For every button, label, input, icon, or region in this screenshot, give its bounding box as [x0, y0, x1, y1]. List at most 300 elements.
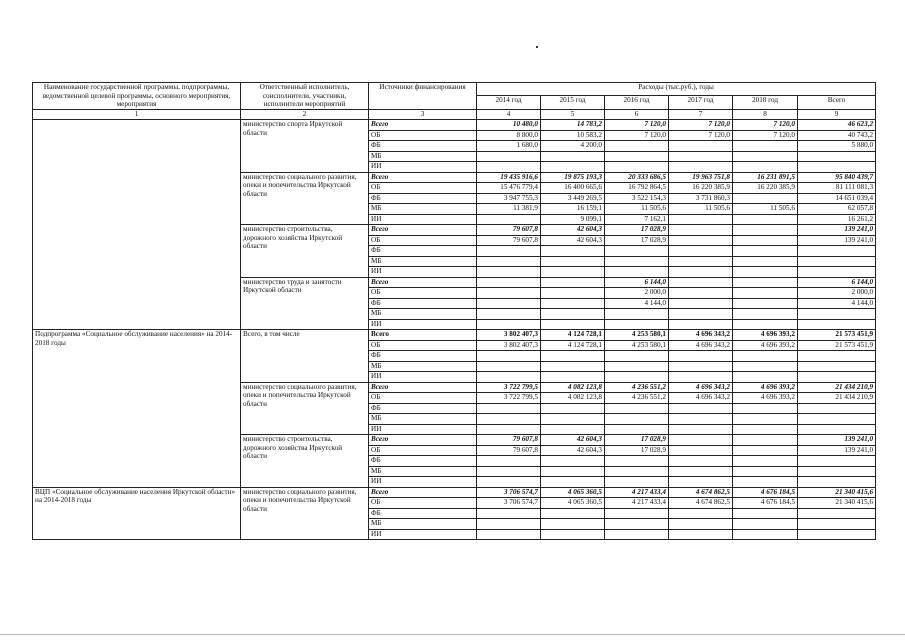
source-cell: МБ	[369, 414, 477, 425]
value-cell	[669, 403, 733, 414]
value-cell	[477, 151, 541, 162]
col-number: 7	[669, 109, 733, 120]
value-cell	[541, 508, 605, 519]
source-cell: МБ	[369, 256, 477, 267]
value-cell: 42 604,3	[541, 235, 605, 246]
value-cell	[605, 372, 669, 383]
value-cell	[733, 508, 798, 519]
value-cell	[733, 256, 798, 267]
value-cell: 16 400 665,6	[541, 183, 605, 194]
value-cell	[541, 267, 605, 278]
value-cell: 11 505,6	[605, 204, 669, 215]
table-header	[33, 83, 876, 120]
value-cell	[669, 235, 733, 246]
value-cell	[541, 309, 605, 320]
value-cell: 3 522 154,3	[605, 193, 669, 204]
responsible-cell: министерство строительства, дорожного хозяйства Иркутской области	[241, 225, 369, 278]
value-cell	[798, 456, 876, 467]
value-cell	[733, 193, 798, 204]
value-cell	[733, 267, 798, 278]
value-cell	[669, 319, 733, 330]
value-cell	[798, 508, 876, 519]
value-cell: 42 604,3	[541, 225, 605, 236]
value-cell	[733, 309, 798, 320]
value-cell: 10 480,0	[477, 120, 541, 131]
value-cell	[669, 309, 733, 320]
value-cell: 16 220 385,9	[733, 183, 798, 194]
value-cell	[669, 508, 733, 519]
source-cell: ФБ	[369, 403, 477, 414]
col-number: 5	[541, 109, 605, 120]
value-cell: 7 120,0	[669, 130, 733, 141]
value-cell: 4 696 393,2	[733, 340, 798, 351]
value-cell: 139 241,0	[798, 445, 876, 456]
value-cell: 4 082 123,8	[541, 382, 605, 393]
value-cell: 4 253 580,1	[605, 330, 669, 341]
value-cell	[669, 361, 733, 372]
value-cell: 17 028,9	[605, 235, 669, 246]
value-cell	[669, 351, 733, 362]
value-cell	[669, 519, 733, 530]
value-cell: 3 802 407,3	[477, 330, 541, 341]
source-cell: МБ	[369, 151, 477, 162]
value-cell	[605, 246, 669, 257]
value-cell	[733, 214, 798, 225]
program-cell: Подпрограмма «Социальное обслуживание населения» на 2014-2018 годы	[33, 330, 241, 488]
header-year: 2017 год	[669, 96, 733, 109]
source-cell: Всего	[369, 172, 477, 183]
table-row	[33, 120, 876, 131]
responsible-cell: министерство социального развития, опеки и попечительства Иркутской области	[241, 487, 369, 540]
source-cell: ИИ	[369, 477, 477, 488]
value-cell	[733, 445, 798, 456]
value-cell	[541, 456, 605, 467]
source-cell: МБ	[369, 466, 477, 477]
value-cell	[605, 477, 669, 488]
value-cell	[669, 162, 733, 173]
value-cell	[477, 288, 541, 299]
value-cell	[605, 424, 669, 435]
value-cell: 7 120,0	[733, 120, 798, 131]
value-cell	[669, 435, 733, 446]
value-cell	[541, 424, 605, 435]
value-cell	[798, 466, 876, 477]
source-cell: Всего	[369, 435, 477, 446]
value-cell	[541, 288, 605, 299]
value-cell: 40 743,2	[798, 130, 876, 141]
value-cell: 139 241,0	[798, 435, 876, 446]
source-cell: ОБ	[369, 235, 477, 246]
value-cell	[605, 508, 669, 519]
value-cell: 4 674 862,5	[669, 487, 733, 498]
value-cell: 16 159,1	[541, 204, 605, 215]
source-cell: ФБ	[369, 141, 477, 152]
value-cell: 4 124 728,1	[541, 330, 605, 341]
value-cell	[733, 225, 798, 236]
source-cell: ФБ	[369, 351, 477, 362]
value-cell	[541, 298, 605, 309]
value-cell	[605, 141, 669, 152]
value-cell: 21 434 210,9	[798, 382, 876, 393]
value-cell	[798, 267, 876, 278]
value-cell	[798, 162, 876, 173]
value-cell	[541, 529, 605, 540]
value-cell	[541, 319, 605, 330]
value-cell: 79 607,8	[477, 235, 541, 246]
value-cell	[477, 414, 541, 425]
source-cell: ОБ	[369, 288, 477, 299]
value-cell: 11 505,6	[669, 204, 733, 215]
value-cell	[605, 529, 669, 540]
value-cell: 4 144,0	[605, 298, 669, 309]
value-cell: 139 241,0	[798, 225, 876, 236]
value-cell	[669, 277, 733, 288]
value-cell: 4 676 184,5	[733, 487, 798, 498]
value-cell	[798, 256, 876, 267]
header-year: 2018 год	[733, 96, 798, 109]
col-number: 3	[369, 109, 477, 120]
value-cell	[477, 372, 541, 383]
value-cell	[541, 519, 605, 530]
value-cell	[798, 361, 876, 372]
value-cell	[669, 256, 733, 267]
value-cell: 6 144,0	[605, 277, 669, 288]
value-cell	[798, 319, 876, 330]
value-cell	[798, 519, 876, 530]
value-cell	[605, 361, 669, 372]
program-cell: ВЦП «Социальное обслуживание населения Иркутской области» на 2014-2018 годы	[33, 487, 241, 540]
source-cell: ФБ	[369, 246, 477, 257]
value-cell	[541, 372, 605, 383]
value-cell	[798, 403, 876, 414]
value-cell	[733, 361, 798, 372]
value-cell	[605, 466, 669, 477]
value-cell	[605, 351, 669, 362]
header-year: 2014 год	[477, 96, 541, 109]
value-cell: 4 217 433,4	[605, 487, 669, 498]
program-cell	[33, 120, 241, 330]
value-cell: 7 120,0	[733, 130, 798, 141]
value-cell	[733, 246, 798, 257]
value-cell: 4 236 551,2	[605, 393, 669, 404]
col-number: 9	[798, 109, 876, 120]
value-cell	[541, 414, 605, 425]
value-cell: 79 607,8	[477, 225, 541, 236]
value-cell: 4 676 184,5	[733, 498, 798, 509]
value-cell	[541, 361, 605, 372]
value-cell: 4 696 393,2	[733, 382, 798, 393]
value-cell	[605, 403, 669, 414]
value-cell	[605, 319, 669, 330]
value-cell: 16 792 864,5	[605, 183, 669, 194]
value-cell	[605, 519, 669, 530]
value-cell: 4 696 343,2	[669, 340, 733, 351]
budget-table	[32, 82, 876, 540]
value-cell	[669, 214, 733, 225]
value-cell: 10 583,2	[541, 130, 605, 141]
value-cell	[477, 403, 541, 414]
value-cell	[733, 414, 798, 425]
value-cell: 8 800,0	[477, 130, 541, 141]
value-cell: 16 231 891,5	[733, 172, 798, 183]
value-cell: 17 028,9	[605, 225, 669, 236]
value-cell	[733, 529, 798, 540]
value-cell	[477, 256, 541, 267]
value-cell	[605, 162, 669, 173]
source-cell: Всего	[369, 382, 477, 393]
value-cell: 17 028,9	[605, 435, 669, 446]
value-cell	[541, 277, 605, 288]
value-cell: 42 604,3	[541, 445, 605, 456]
value-cell	[605, 414, 669, 425]
value-cell	[669, 225, 733, 236]
value-cell: 3 722 799,5	[477, 382, 541, 393]
source-cell: МБ	[369, 361, 477, 372]
value-cell	[669, 298, 733, 309]
value-cell	[733, 277, 798, 288]
col-number: 4	[477, 109, 541, 120]
value-cell: 4 065 360,5	[541, 498, 605, 509]
source-cell: ОБ	[369, 393, 477, 404]
source-cell: ИИ	[369, 529, 477, 540]
source-cell: ИИ	[369, 162, 477, 173]
value-cell: 21 434 210,9	[798, 393, 876, 404]
value-cell: 2 000,0	[798, 288, 876, 299]
value-cell	[798, 477, 876, 488]
value-cell	[541, 151, 605, 162]
value-cell: 81 111 081,3	[798, 183, 876, 194]
value-cell	[669, 141, 733, 152]
value-cell	[733, 151, 798, 162]
value-cell	[605, 256, 669, 267]
value-cell	[477, 351, 541, 362]
source-cell: ИИ	[369, 267, 477, 278]
source-cell: ОБ	[369, 130, 477, 141]
value-cell	[605, 456, 669, 467]
value-cell: 3 802 407,3	[477, 340, 541, 351]
value-cell	[541, 403, 605, 414]
value-cell	[605, 267, 669, 278]
source-cell: Всего	[369, 120, 477, 131]
value-cell	[733, 466, 798, 477]
value-cell: 19 435 916,6	[477, 172, 541, 183]
table-body	[33, 120, 876, 540]
header-sources: Источники финансирования	[369, 83, 477, 110]
value-cell: 3 706 574,7	[477, 498, 541, 509]
value-cell	[477, 162, 541, 173]
source-cell: ФБ	[369, 508, 477, 519]
value-cell: 4 696 343,2	[669, 393, 733, 404]
source-cell: ФБ	[369, 456, 477, 467]
source-cell: ИИ	[369, 214, 477, 225]
value-cell: 4 082 123,8	[541, 393, 605, 404]
value-cell: 3 947 755,3	[477, 193, 541, 204]
value-cell	[733, 403, 798, 414]
value-cell	[669, 466, 733, 477]
responsible-cell: министерство труда и занятости Иркутской области	[241, 277, 369, 330]
value-cell	[541, 477, 605, 488]
value-cell	[669, 424, 733, 435]
value-cell	[541, 162, 605, 173]
value-cell: 79 607,8	[477, 435, 541, 446]
header-total: Всего	[798, 96, 876, 109]
value-cell	[733, 477, 798, 488]
value-cell: 4 144,0	[798, 298, 876, 309]
value-cell: 4 253 580,1	[605, 340, 669, 351]
value-cell	[669, 288, 733, 299]
header-year: 2015 год	[541, 96, 605, 109]
source-cell: ИИ	[369, 424, 477, 435]
value-cell	[733, 319, 798, 330]
value-cell	[798, 309, 876, 320]
value-cell	[733, 456, 798, 467]
value-cell: 3 722 799,5	[477, 393, 541, 404]
value-cell	[669, 414, 733, 425]
value-cell: 5 880,0	[798, 141, 876, 152]
value-cell: 11 505,6	[733, 204, 798, 215]
source-cell: ОБ	[369, 445, 477, 456]
value-cell: 14 651 039,4	[798, 193, 876, 204]
value-cell: 3 731 860,3	[669, 193, 733, 204]
value-cell: 15 476 779,4	[477, 183, 541, 194]
value-cell	[477, 529, 541, 540]
value-cell: 7 162,1	[605, 214, 669, 225]
value-cell: 4 217 433,4	[605, 498, 669, 509]
value-cell	[669, 456, 733, 467]
value-cell	[733, 435, 798, 446]
value-cell	[477, 309, 541, 320]
value-cell	[477, 477, 541, 488]
value-cell: 62 057,8	[798, 204, 876, 215]
value-cell: 4 696 343,2	[669, 330, 733, 341]
value-cell	[733, 162, 798, 173]
value-cell	[477, 267, 541, 278]
value-cell: 21 340 415,6	[798, 498, 876, 509]
source-cell: ФБ	[369, 193, 477, 204]
value-cell	[541, 256, 605, 267]
value-cell	[733, 141, 798, 152]
value-cell	[669, 246, 733, 257]
value-cell	[669, 267, 733, 278]
value-cell: 4 674 862,5	[669, 498, 733, 509]
col-number: 6	[605, 109, 669, 120]
value-cell	[733, 519, 798, 530]
value-cell	[477, 519, 541, 530]
source-cell: Всего	[369, 330, 477, 341]
value-cell	[798, 424, 876, 435]
value-cell	[798, 372, 876, 383]
value-cell: 3 449 269,5	[541, 193, 605, 204]
value-cell: 20 333 686,5	[605, 172, 669, 183]
source-cell: Всего	[369, 277, 477, 288]
value-cell	[798, 414, 876, 425]
header-expenses: Расходы (тыс.руб.), годы	[477, 83, 876, 96]
value-cell	[605, 309, 669, 320]
value-cell	[733, 372, 798, 383]
value-cell	[541, 466, 605, 477]
source-cell: МБ	[369, 204, 477, 215]
value-cell	[477, 424, 541, 435]
value-cell: 4 696 343,2	[669, 382, 733, 393]
table-row	[33, 487, 876, 498]
value-cell	[733, 298, 798, 309]
value-cell	[669, 151, 733, 162]
value-cell: 4 065 360,5	[541, 487, 605, 498]
value-cell: 6 144,0	[798, 277, 876, 288]
value-cell	[669, 477, 733, 488]
value-cell: 3 706 574,7	[477, 487, 541, 498]
source-cell: ОБ	[369, 498, 477, 509]
source-cell: МБ	[369, 309, 477, 320]
value-cell: 17 028,9	[605, 445, 669, 456]
value-cell: 42 604,3	[541, 435, 605, 446]
value-cell	[541, 246, 605, 257]
value-cell: 19 875 193,3	[541, 172, 605, 183]
value-cell	[798, 529, 876, 540]
value-cell	[605, 151, 669, 162]
value-cell	[733, 288, 798, 299]
value-cell	[477, 298, 541, 309]
value-cell: 14 783,2	[541, 120, 605, 131]
responsible-cell: министерство социального развития, опеки и попечительства Иркутской области	[241, 172, 369, 225]
value-cell: 19 963 751,8	[669, 172, 733, 183]
value-cell	[733, 235, 798, 246]
value-cell	[798, 246, 876, 257]
value-cell: 4 696 393,2	[733, 393, 798, 404]
source-cell: ОБ	[369, 340, 477, 351]
table-row	[33, 330, 876, 341]
value-cell: 21 573 451,9	[798, 340, 876, 351]
value-cell: 79 607,8	[477, 445, 541, 456]
value-cell: 46 623,2	[798, 120, 876, 131]
value-cell: 95 840 439,7	[798, 172, 876, 183]
source-cell: Всего	[369, 487, 477, 498]
header-year: 2016 год	[605, 96, 669, 109]
value-cell: 4 236 551,2	[605, 382, 669, 393]
header-program-name: Наименование государственной программы, подпрограммы, ведомственной целевой программы, основного мероприятия, мероприятия	[33, 83, 241, 110]
responsible-cell: Всего, в том числе	[241, 330, 369, 383]
col-number: 2	[241, 109, 369, 120]
value-cell: 1 680,0	[477, 141, 541, 152]
value-cell	[669, 372, 733, 383]
value-cell: 7 120,0	[605, 120, 669, 131]
value-cell	[477, 277, 541, 288]
value-cell	[477, 456, 541, 467]
source-cell: ФБ	[369, 298, 477, 309]
page-edge	[0, 634, 905, 635]
header-responsible: Ответственный исполнитель, соисполнители, участники, исполнители мероприятий	[241, 83, 369, 110]
value-cell	[477, 466, 541, 477]
value-cell: 4 124 728,1	[541, 340, 605, 351]
value-cell	[477, 361, 541, 372]
value-cell	[733, 351, 798, 362]
value-cell: 21 573 451,9	[798, 330, 876, 341]
responsible-cell: министерство строительства, дорожного хозяйства Иркутской области	[241, 435, 369, 488]
value-cell: 7 120,0	[605, 130, 669, 141]
value-cell: 7 120,0	[669, 120, 733, 131]
value-cell: 16 220 385,9	[669, 183, 733, 194]
value-cell: 16 261,2	[798, 214, 876, 225]
value-cell	[669, 529, 733, 540]
value-cell: 139 241,0	[798, 235, 876, 246]
value-cell: 11 381,9	[477, 204, 541, 215]
value-cell: 4 696 393,2	[733, 330, 798, 341]
value-cell	[477, 508, 541, 519]
value-cell: 2 000,0	[605, 288, 669, 299]
source-cell: МБ	[369, 519, 477, 530]
value-cell	[477, 319, 541, 330]
value-cell	[541, 351, 605, 362]
